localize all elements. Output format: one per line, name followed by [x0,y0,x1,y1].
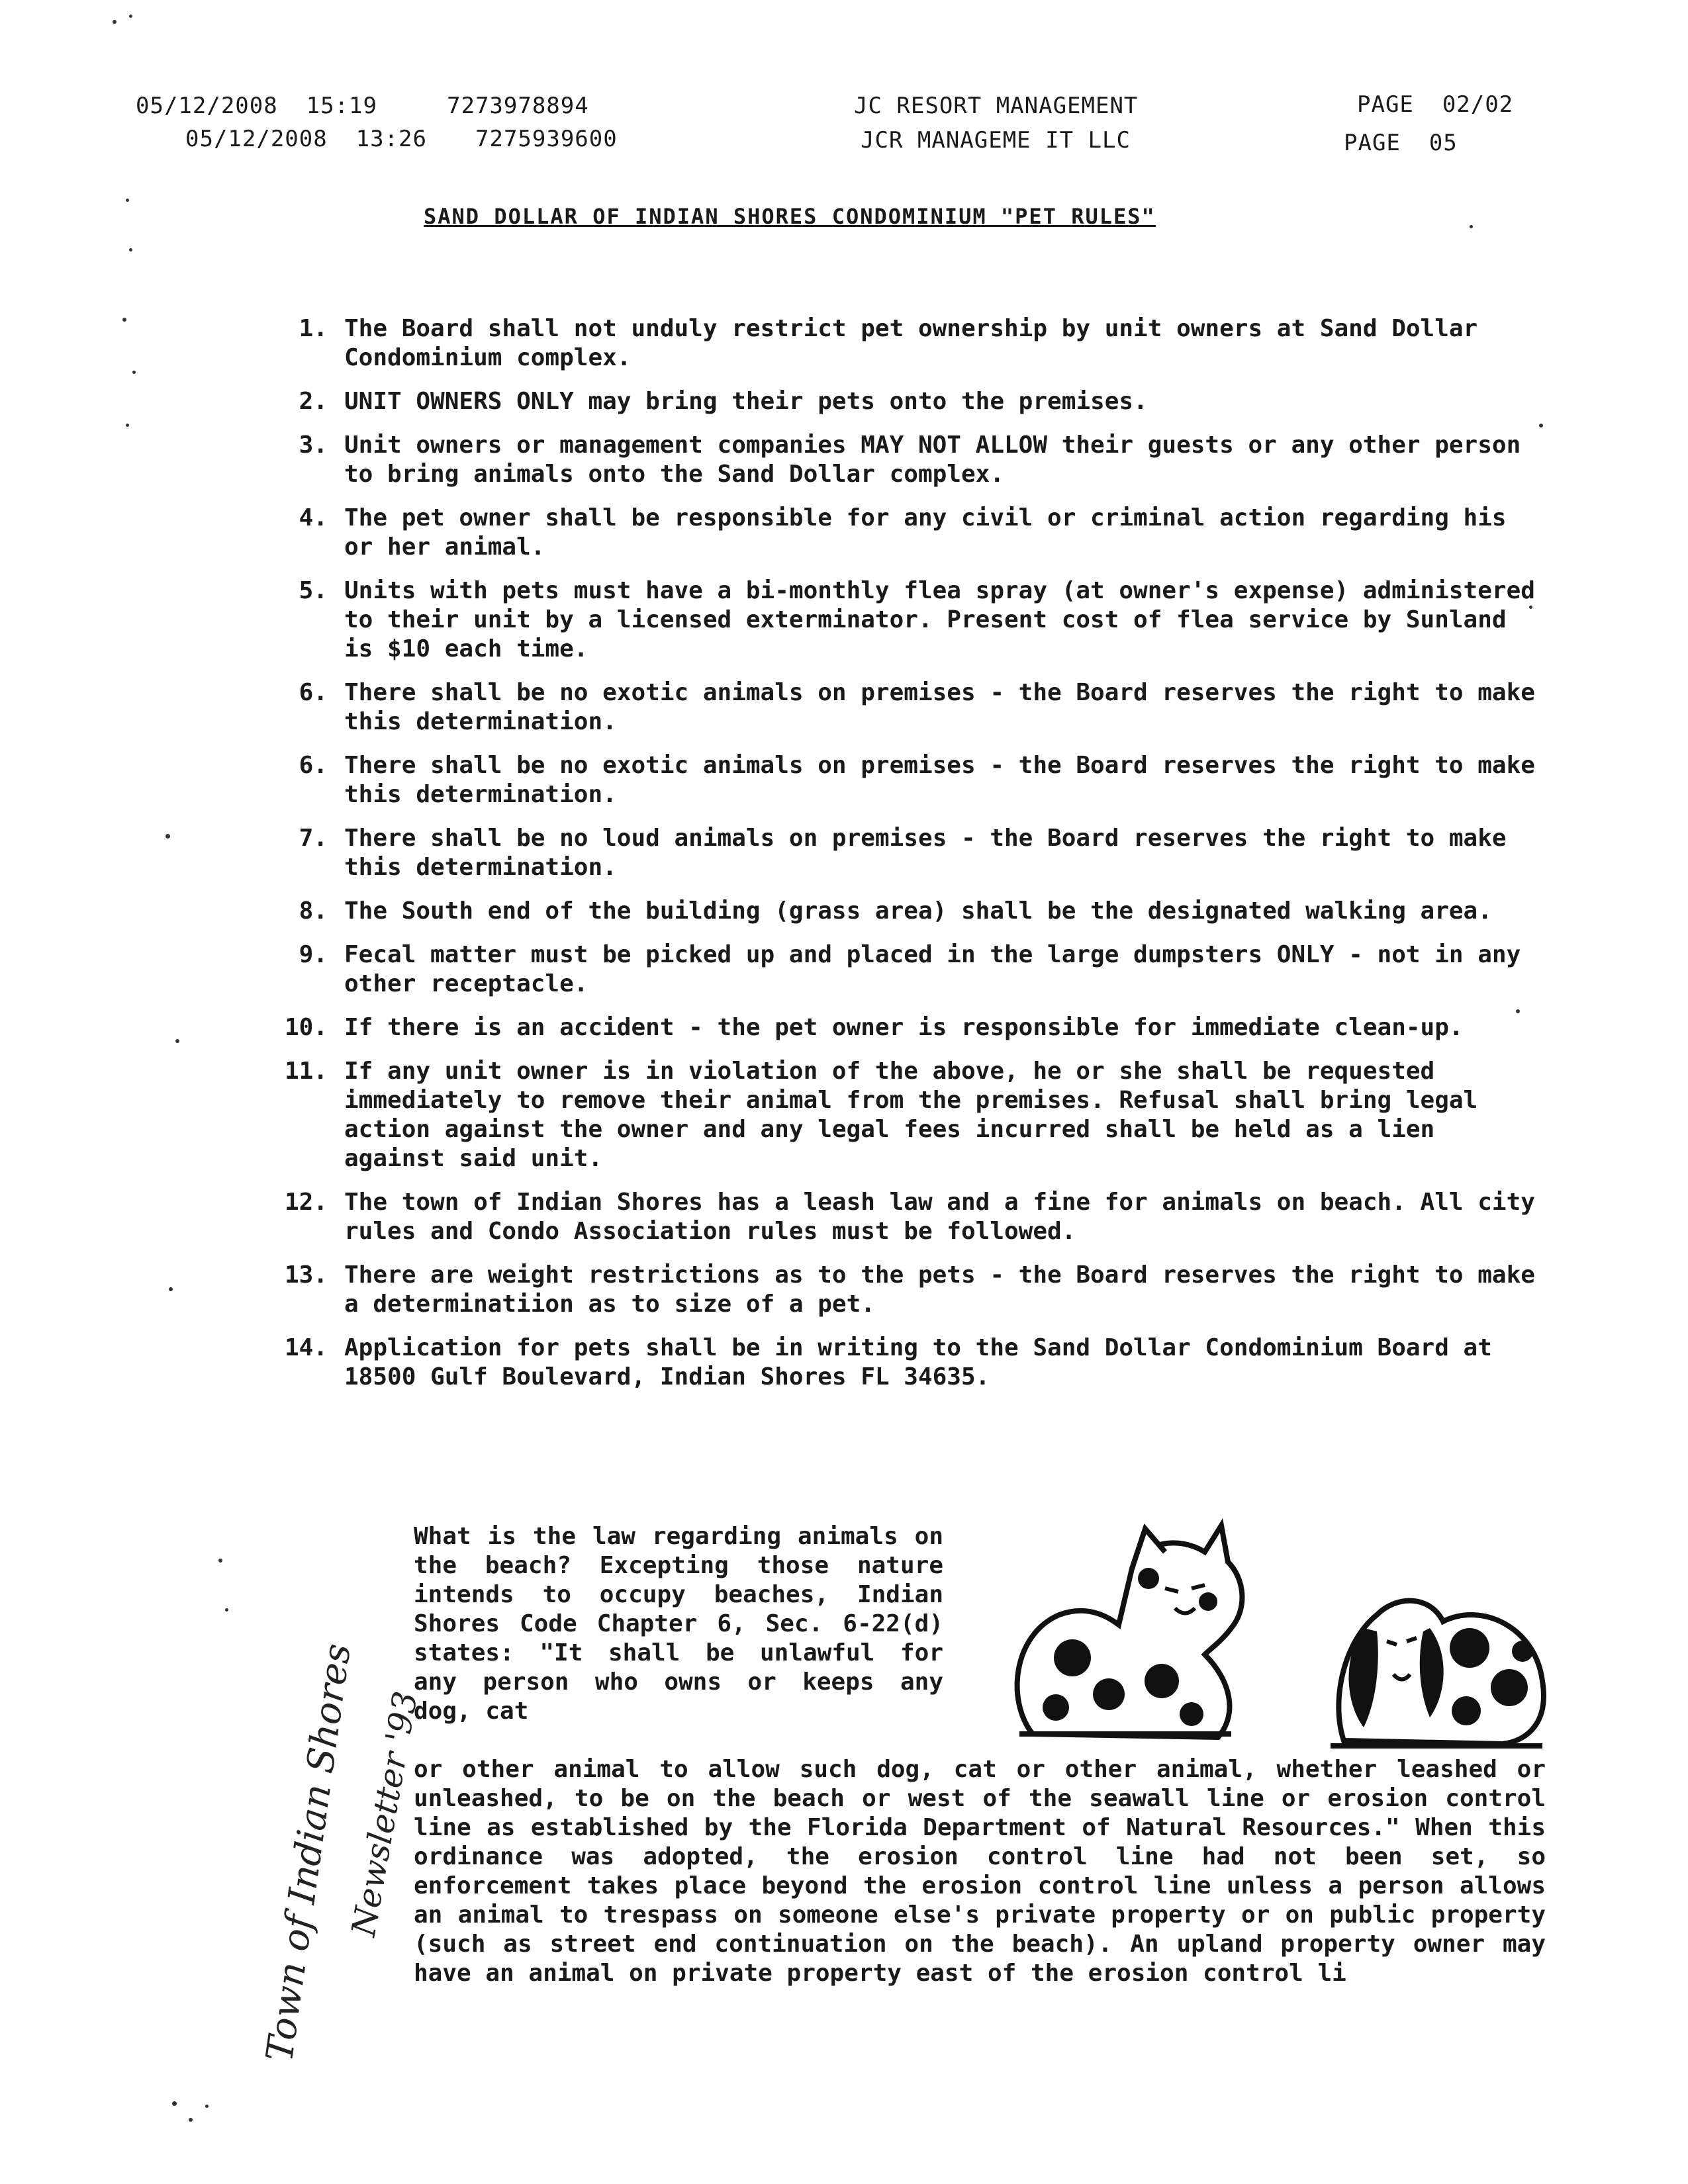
fax-header-phone-2: 7275939600 [475,126,618,152]
fax-header-page-2: PAGE 05 [1344,130,1458,156]
rule-text: UNIT OWNERS ONLY may bring their pets onto the premises. [344,388,1148,415]
pet-rules-list [245,314,1536,1406]
fax-header-timestamp-1: 05/12/2008 15:19 [136,93,377,119]
rule-number: 2. [299,388,328,415]
rule-number: 7. [299,825,328,852]
rule-number: 14. [284,1334,328,1361]
rule-item [245,431,1536,489]
rule-number: 12. [284,1189,328,1216]
scan-speck [129,248,132,251]
scan-speck [189,2118,193,2122]
rule-number: 13. [284,1261,328,1289]
scan-speck [169,1287,173,1291]
handwritten-note-newsletter: Newsletter '93 [344,1688,426,1940]
rule-item [245,751,1536,809]
rule-text: The Board shall not unduly restrict pet ownership by unit owners at Sand Dollar Condominium complex. [344,315,1478,371]
rule-item [245,1188,1536,1246]
fax-header-timestamp-2: 05/12/2008 13:26 [185,126,427,152]
rule-text: Fecal matter must be picked up and placed in the large dumpsters ONLY - not in any other receptacle. [344,941,1521,997]
rule-text: If any unit owner is in violation of the above, he or she shall be requested immediately to remove their animal from the premises. Refusal shall bring legal action against the owner and any legal fees incurred shall be held as a lien against said unit. [344,1058,1478,1172]
rule-item [245,1013,1536,1042]
rule-number: 4. [299,504,328,531]
rule-item [245,897,1536,926]
rule-number: 8. [299,897,328,925]
rule-item [245,504,1536,562]
scan-speck [1539,424,1543,428]
rule-number: 1. [299,315,328,342]
scan-speck [1516,1009,1520,1013]
scan-speck [126,199,129,202]
rule-text: The pet owner shall be responsible for any civil or criminal action regarding his or her animal. [344,504,1507,561]
rule-item [245,314,1536,373]
rule-text: Units with pets must have a bi-monthly flea spray (at owner's expense) administered to their unit by a licensed exterminator. Present cost of flea service by Sunland is $10 each time. [344,577,1535,662]
rule-text: There shall be no loud animals on premises - the Board reserves the right to make this determination. [344,825,1507,881]
scan-speck [129,15,132,18]
fax-header-sender-1: JC RESORT MANAGEMENT [854,93,1139,119]
document-title: SAND DOLLAR OF INDIAN SHORES CONDOMINIUM "PET RULES" [424,204,1156,229]
fax-header-sender-2: JCR MANAGEME IT LLC [861,127,1131,154]
rule-number: 3. [299,432,328,459]
rule-number: 5. [299,577,328,604]
scan-speck [225,1608,228,1612]
rule-item [245,1057,1536,1173]
scan-speck [1470,225,1473,228]
newsletter-body-text: or other animal to allow such dog, cat or other animal, whether leashed or unleashed, to be on the beach or west of the seawall line or erosion control line as established by the Florida Department of Natural Resources." When this ordinance was adopted, the erosion control line had not been set, so enforcement takes place beyond the erosion control line unless a person allows an animal to trespass on someone else's private property or on public property (such as street end continuation on the beach). An upland property owner may have an animal on private property east of the erosion control li [414,1756,1546,1987]
rule-text: There are weight restrictions as to the pets - the Board reserves the right to make a determinatiion as to size of a pet. [344,1261,1535,1318]
rule-item [245,387,1536,416]
scan-speck [165,834,170,839]
scan-speck [113,20,117,24]
rule-text: The South end of the building (grass area) shall be the designated walking area. [344,897,1492,925]
rule-number: 6. [299,679,328,706]
rule-number: 10. [284,1014,328,1041]
scan-speck [218,1559,222,1563]
scan-speck [126,424,129,427]
rule-number: 9. [299,941,328,968]
rule-number: 6. [299,752,328,779]
dog-illustration [1317,1569,1556,1760]
cat-illustration [993,1516,1258,1760]
rule-item [245,940,1536,999]
rule-item [245,576,1536,664]
scan-speck [1529,606,1532,609]
fax-header-phone-1: 7273978894 [447,93,589,119]
rule-item [245,1334,1536,1392]
scan-speck [172,2101,177,2106]
rule-text: There shall be no exotic animals on premises - the Board reserves the right to make this determination. [344,679,1535,735]
newsletter-column-text: What is the law regarding animals on the beach? Excepting those nature intends to occupy beaches, Indian Shores Code Chapter 6, Sec. 6-22(d) states: "It shall be unlawful for any person who owns or keeps any dog, cat [414,1523,943,1725]
rule-item [245,678,1536,737]
rule-text: Application for pets shall be in writing to the Sand Dollar Condominium Board at 18500 Gulf Boulevard, Indian Shores FL 34635. [344,1334,1492,1390]
scan-speck [175,1039,179,1043]
scan-speck [132,371,136,374]
rule-text: The town of Indian Shores has a leash law and a fine for animals on beach. All city rules and Condo Association rules must be followed. [344,1189,1535,1245]
fax-header-page-1: PAGE 02/02 [1357,91,1514,118]
rule-item [245,1261,1536,1319]
scan-speck [122,318,126,322]
rule-item [245,824,1536,882]
scan-speck [205,2105,209,2108]
rule-text: Unit owners or management companies MAY NOT ALLOW their guests or any other person to bring animals onto the Sand Dollar complex. [344,432,1521,488]
rule-text: If there is an accident - the pet owner is responsible for immediate clean-up. [344,1014,1464,1041]
handwritten-note-town: Town of Indian Shores [258,1641,359,2065]
rule-number: 11. [284,1058,328,1085]
rule-text: There shall be no exotic animals on premises - the Board reserves the right to make this determination. [344,752,1535,808]
